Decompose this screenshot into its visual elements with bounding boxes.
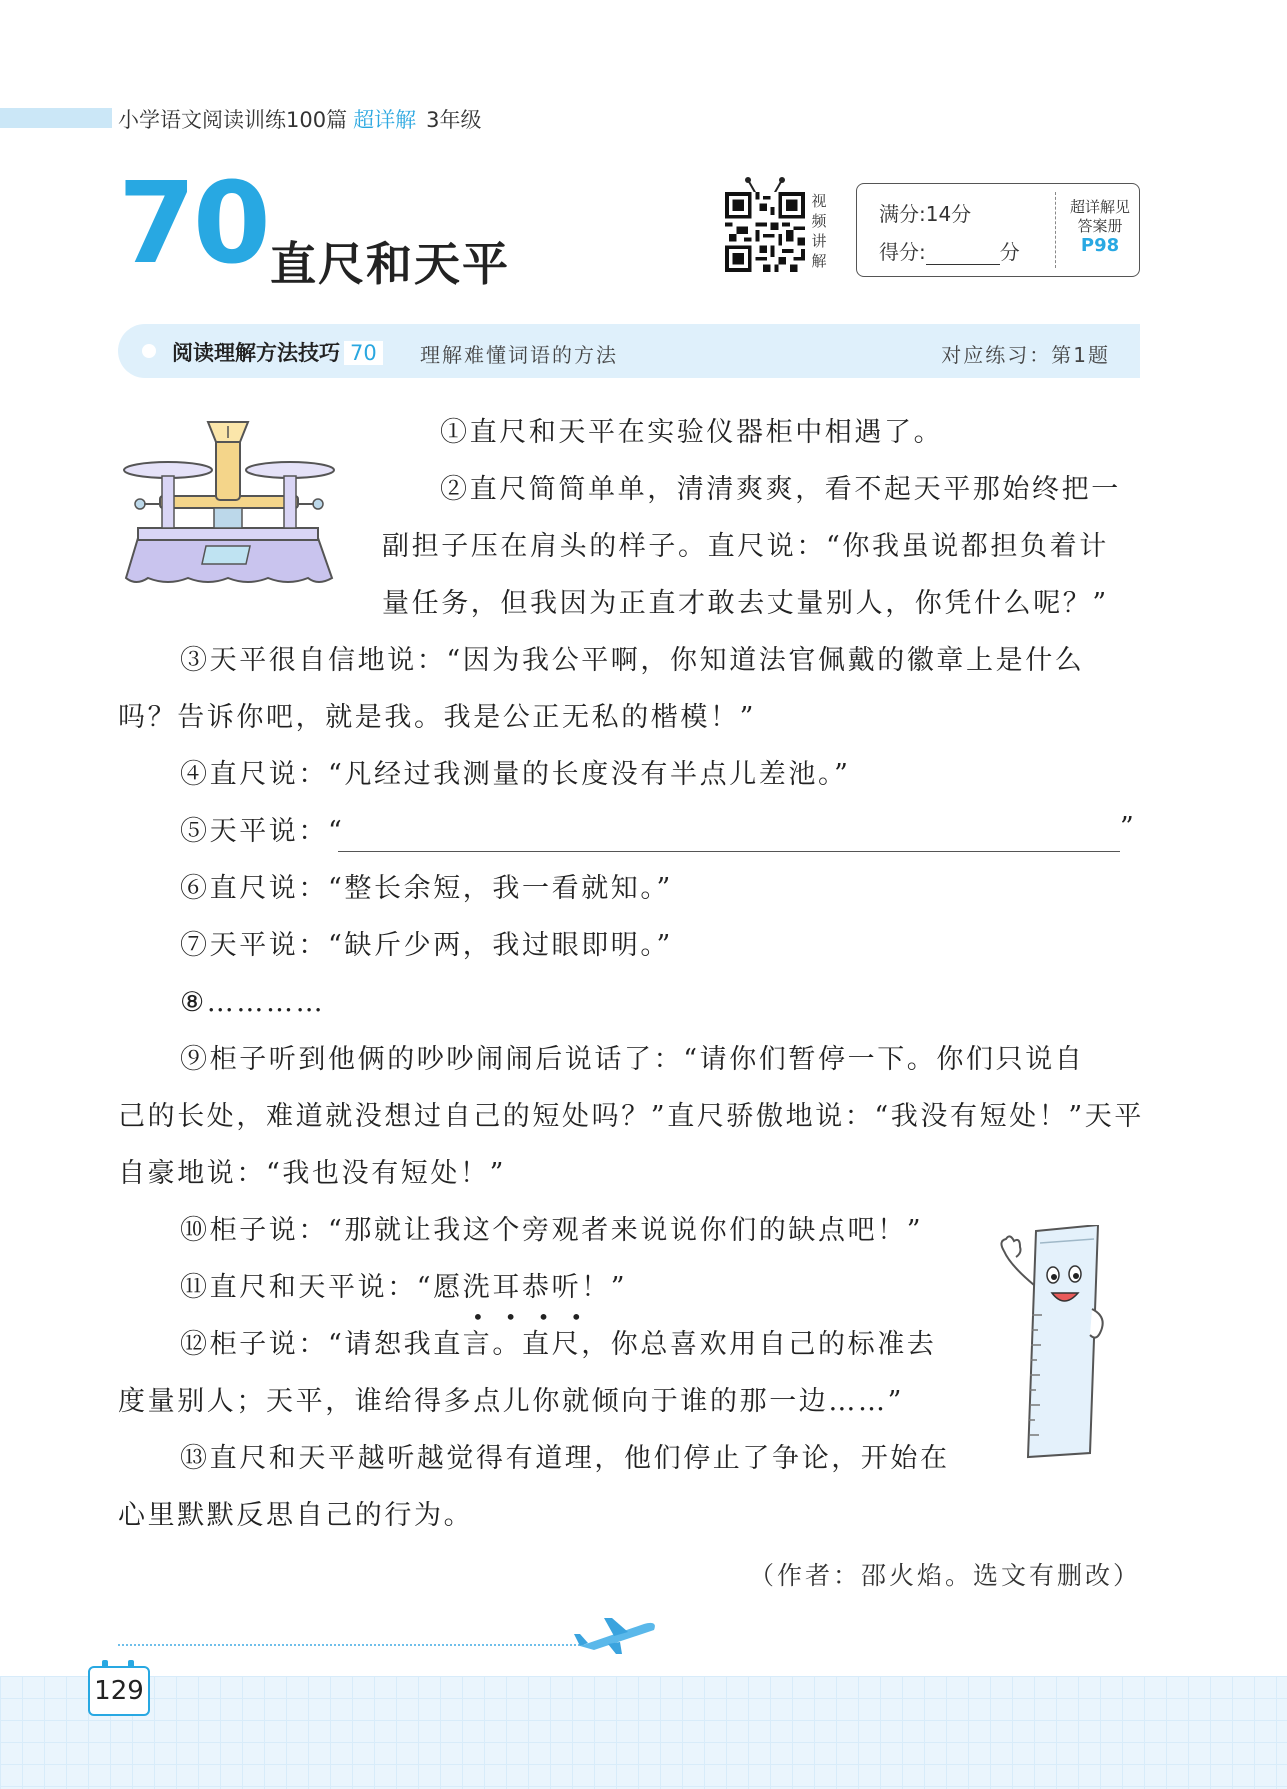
- balance-scale-illustration: [118, 418, 340, 592]
- paragraph-13-line-1: ⑬直尺和天平越听越觉得有道理，他们停止了争论，开始在: [180, 1443, 950, 1474]
- score-blank[interactable]: [926, 246, 1000, 265]
- paragraph-11: ⑪直尺和天平说：“愿洗耳恭听！”: [180, 1272, 628, 1303]
- lesson-title: 直尺和天平: [270, 237, 510, 291]
- paragraph-2-line-3: 量任务，但我因为正直才敢去丈量别人，你凭什么呢？”: [382, 588, 1109, 619]
- paragraph-12-line-1: ⑫柜子说：“请恕我直言。直尺，你总喜欢用自己的标准去: [180, 1329, 937, 1360]
- header-accent-bar: [0, 108, 112, 128]
- book-title-highlight: 超详解: [353, 108, 417, 132]
- score-box: [856, 183, 1140, 277]
- qr-code-icon[interactable]: [725, 192, 805, 272]
- paragraph-9-line-2: 己的长处，难道就没想过自己的短处吗？”直尺骄傲地说：“我没有短处！”天平: [118, 1101, 1145, 1132]
- lesson-number: 70: [118, 159, 268, 289]
- paragraph-2-line-1: ②直尺简简单单，清清爽爽，看不起天平那始终把一: [440, 474, 1121, 505]
- paragraph-7: ⑦天平说：“缺斤少两，我过眼即明。”: [180, 930, 673, 961]
- paragraph-13-line-2: 心里默默反思自己的行为。: [118, 1500, 474, 1531]
- answer-blank-line[interactable]: [338, 851, 1120, 852]
- book-title: [118, 104, 481, 134]
- answer-page: P98: [1080, 235, 1120, 256]
- airplane-icon: [574, 1616, 660, 1656]
- paragraph-12-line-2: 度量别人；天平，谁给得多点儿你就倾向于谁的那一边……”: [118, 1386, 905, 1417]
- ruler-character-illustration: [990, 1225, 1108, 1461]
- emphasis-dots: ••••: [472, 1305, 604, 1329]
- footer-grid-background: [0, 1676, 1287, 1789]
- footer-dotted-line: [118, 1644, 588, 1646]
- paragraph-6: ⑥直尺说：“整长余短，我一看就知。”: [180, 873, 673, 904]
- paragraph-3-line-2: 吗？告诉你吧，就是我。我是公正无私的楷模！”: [118, 702, 757, 733]
- page-number: 129: [88, 1666, 150, 1716]
- book-grade: 3年级: [426, 108, 482, 132]
- score-divider: [1055, 192, 1056, 268]
- method-topic: 理解难懂词语的方法: [420, 343, 618, 367]
- author-credit: （作者：邵火焰。选文有删改）: [748, 1561, 1141, 1590]
- method-practice: 对应练习：第1题: [941, 343, 1110, 367]
- paragraph-3-line-1: ③天平很自信地说：“因为我公平啊，你知道法官佩戴的徽章上是什么: [180, 645, 1085, 676]
- bullet-icon: [142, 344, 156, 358]
- answer-reference: 超详解见 答案册 P98: [1061, 198, 1139, 255]
- paragraph-5: ⑤天平说：“: [180, 816, 345, 847]
- full-score: 满分:14分: [879, 202, 972, 226]
- method-label: 阅读理解方法技巧 70: [172, 337, 387, 367]
- book-title-text: 小学语文阅读训练100篇: [118, 108, 348, 132]
- paragraph-1: ①直尺和天平在实验仪器柜中相遇了。: [440, 417, 944, 448]
- paragraph-2-line-2: 副担子压在肩头的样子。直尺说：“你我虽说都担负着计: [382, 531, 1109, 562]
- blank-close-quote: ”: [1120, 812, 1134, 843]
- paragraph-4: ④直尺说：“凡经过我测量的长度没有半点儿差池。”: [180, 759, 851, 790]
- score-entry: 得分: 分: [879, 240, 1020, 264]
- paragraph-9-line-3: 自豪地说：“我也没有短处！”: [118, 1158, 507, 1189]
- video-lecture-label: 视 频 讲 解: [811, 192, 827, 270]
- method-number: 70: [344, 341, 383, 365]
- paragraph-10: ⑩柜子说：“那就让我这个旁观者来说说你们的缺点吧！”: [180, 1215, 924, 1246]
- paragraph-8: ⑧…………: [180, 987, 326, 1018]
- method-banner: [118, 324, 1140, 378]
- paragraph-9-line-1: ⑨柜子听到他俩的吵吵闹闹后说话了：“请你们暂停一下。你们只说自: [180, 1044, 1085, 1075]
